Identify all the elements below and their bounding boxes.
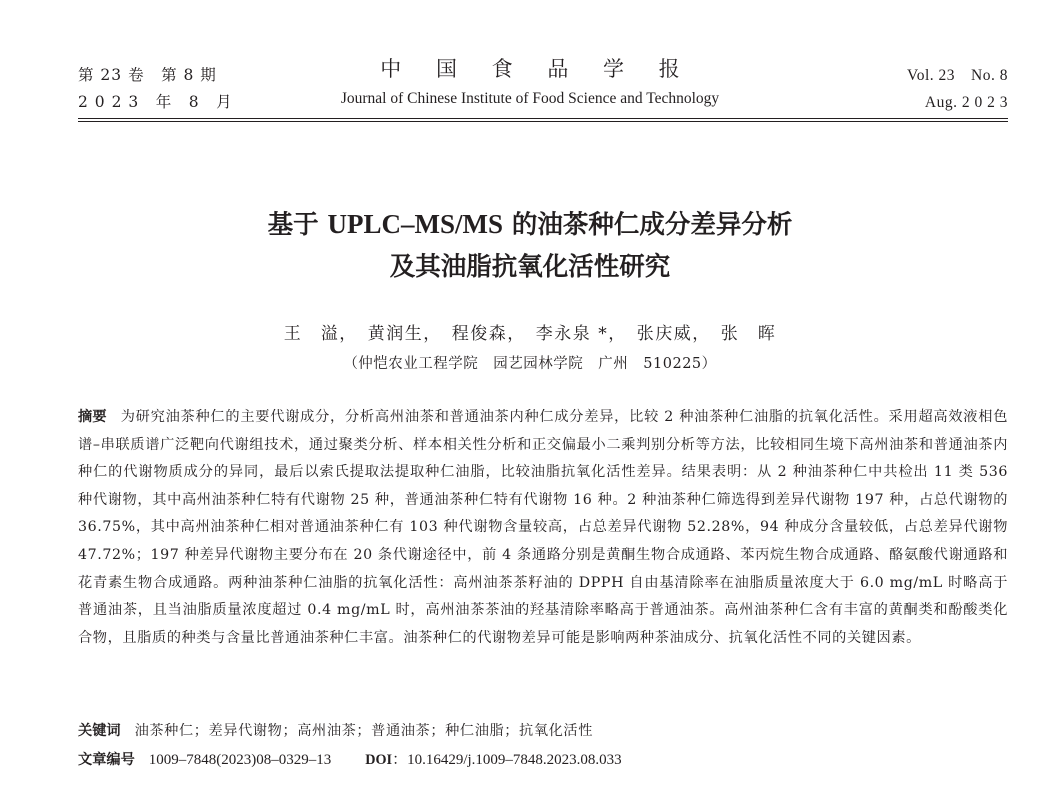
title-line-1: 基于 UPLC–MS/MS 的油茶种仁成分差异分析	[267, 209, 793, 240]
keywords-text: 油茶种仁；差异代谢物；高州油茶；普通油茶；种仁油脂；抗氧化活性	[134, 723, 593, 739]
keywords-label: 关键词	[78, 723, 121, 739]
journal-masthead	[0, 54, 1060, 112]
date-en: Aug. 2 0 2 3	[924, 94, 1008, 111]
article-number-label: 文章编号	[78, 752, 135, 768]
doi-label: DOI	[365, 752, 393, 768]
date-cn: 2 0 2 3 年 8 月	[78, 93, 233, 111]
abstract-text: 为研究油茶种仁的主要代谢成分，分析高州油茶和普通油茶内种仁成分差异，比较 2 种油茶种仁油脂的抗氧化活性。采用超高效液相色谱–串联质谱广泛靶向代谢组技术，通过聚类分析、样本相关性分析和正交偏最小二乘判别分析等方法，比较相同生境下高州油茶和普通油茶内种仁的代谢物质成分的异同，最后以索氏提取法提取种仁油脂，比较油脂抗氧化活性差异。结果表明：从 2 种油茶种仁中共检出 11 类 536 种代谢物，其中高州油茶种仁特有代谢物 25 种，普通油茶种仁特有代谢物 16 种。2 种油茶种仁筛选得到差异代谢物 197 种，占总代谢物的 36.75%，其中高州油茶种仁相对普通油茶种仁有 103 种代谢物含量较高，占总差异代谢物 52.28%，94 种成分含量较低，占总差异代谢物 47.72%；197 种差异代谢物主要分布在 20 条代谢途径中，前 4 条通路分别是黄酮生物合成通路、苯丙烷生物合成通路、酪氨酸代谢通路和花青素生物合成通路。两种油茶种仁油脂的抗氧化活性：高州油茶茶籽油的 DPPH 自由基清除率在油脂质量浓度大于 6.0 mg/mL 时略高于普通油茶，且当油脂质量浓度超过 0.4 mg/mL 时，高州油茶茶油的羟基清除率略高于普通油茶。高州油茶种仁含有丰富的黄酮类和酚酸类化合物，且脂质的种类与含量比普通油茶种仁丰富。油茶种仁的代谢物差异可能是影响两种茶油成分、抗氧化活性不同的关键因素。	[78, 409, 1008, 646]
article-title	[0, 203, 1060, 288]
title-line-2: 及其油脂抗氧化活性研究	[389, 252, 671, 282]
volume-issue-cn: 第 23 卷 第 8 期	[78, 66, 217, 84]
title-latin: UPLC–MS/MS	[327, 209, 503, 239]
header-right	[907, 62, 1008, 116]
doi-link[interactable]: ：10.16429/j.1009–7848.2023.08.033	[392, 752, 622, 768]
abstract-label: 摘要	[78, 409, 107, 425]
header-rule-thin	[78, 121, 1008, 122]
keywords	[78, 718, 1008, 744]
affiliation: （仲恺农业工程学院 园艺园林学院 广州 510225）	[343, 356, 717, 372]
abstract	[78, 404, 1008, 652]
volume-issue-en: Vol. 23 No. 8	[907, 67, 1008, 84]
article-number: 1009–7848(2023)08–0329–13	[148, 752, 332, 768]
journal-title-en: Journal of Chinese Institute of Food Science and Technology	[340, 90, 720, 107]
journal-title-cn: 中 国 食 品 学 报	[380, 57, 694, 81]
author-list: 王 溢， 黄润生， 程俊森， 李永泉 *， 张庆威， 张 晖	[283, 324, 777, 344]
header-rule-thick	[78, 118, 1008, 119]
article-meta	[78, 747, 1008, 773]
